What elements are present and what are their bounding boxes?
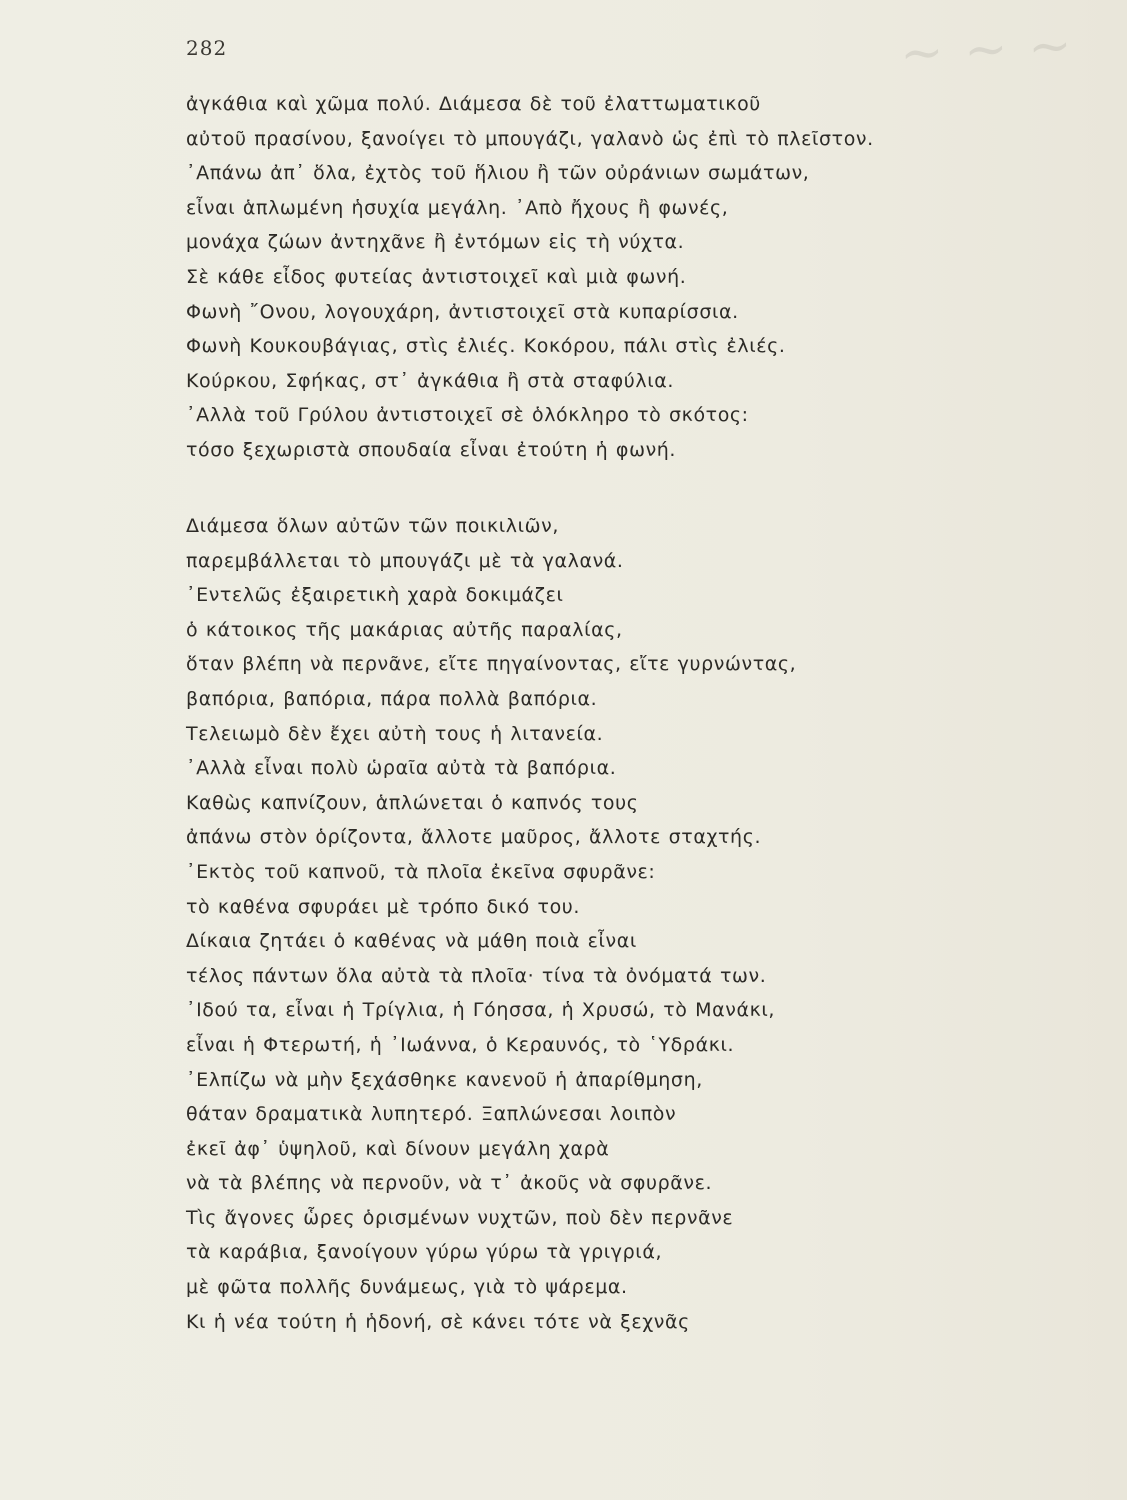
poem-line: ᾿Αλλὰ εἶναι πολὺ ὡραῖα αὐτὰ τὰ βαπόρια.: [186, 757, 617, 780]
poem-line: Φωνὴ Κουκουβάγιας, στὶς ἐλιές. Κοκόρου, πάλι στὶς ἐλιές.: [186, 335, 786, 358]
poem-line: Κι ἡ νέα τούτη ἡ ἡδονή, σὲ κάνει τότε νὰ ξεχνᾶς: [186, 1310, 690, 1333]
poem-line: Καθὼς καπνίζουν, ἁπλώνεται ὁ καπνός τους: [186, 791, 639, 814]
poem-line: ᾿Απάνω ἀπ᾿ ὅλα, ἐχτὸς τοῦ ἥλιου ἢ τῶν οὐράνιων σωμάτων,: [186, 162, 810, 185]
poem-line: τὸ καθένα σφυράει μὲ τρόπο δικό του.: [186, 895, 581, 918]
poem-line: εἶναι ἁπλωμένη ἡσυχία μεγάλη. ᾿Απὸ ἤχους ἢ φωνές,: [186, 196, 729, 219]
poem-line: τὰ καράβια, ξανοίγουν γύρω γύρω τὰ γριγριά,: [186, 1241, 663, 1264]
poem-line: ᾿Εκτὸς τοῦ καπνοῦ, τὰ πλοῖα ἐκεῖνα σφυρᾶνε:: [186, 860, 656, 883]
poem-line: εἶναι ἡ Φτερωτή, ἡ ᾿Ιωάννα, ὁ Κεραυνός, τὸ ῾Υδράκι.: [186, 1033, 735, 1056]
page-number: 282: [186, 36, 228, 60]
poem-line: ᾿Ελπίζω νὰ μὴν ξεχάσθηκε κανενοῦ ἡ ἀπαρίθμηση,: [186, 1068, 703, 1091]
poem-line: παρεμβάλλεται τὸ μπουγάζι μὲ τὰ γαλανά.: [186, 549, 624, 572]
poem-line: τέλος πάντων ὅλα αὐτὰ τὰ πλοῖα· τίνα τὰ ὀνόματά των.: [186, 964, 767, 987]
poem-line: Διάμεσα ὅλων αὐτῶν τῶν ποικιλιῶν,: [186, 515, 560, 537]
poem-line: αὐτοῦ πρασίνου, ξανοίγει τὸ μπουγάζι, γαλανὸ ὡς ἐπὶ τὸ πλεῖστον.: [186, 127, 874, 150]
poem-line: βαπόρια, βαπόρια, πάρα πολλὰ βαπόρια.: [186, 687, 598, 710]
poem-line: Σὲ κάθε εἶδος φυτείας ἀντιστοιχεῖ καὶ μιὰ φωνή.: [186, 265, 687, 288]
poem-line: ἀγκάθια καὶ χῶμα πολύ. Διάμεσα δὲ τοῦ ἐλαττωματικοῦ: [186, 93, 761, 115]
poem-line: ὁ κάτοικος τῆς μακάριας αὐτῆς παραλίας,: [186, 618, 623, 641]
poem-line: ᾿Εντελῶς ἐξαιρετικὴ χαρὰ δοκιμάζει: [186, 584, 564, 607]
poem-line: Δίκαια ζητάει ὁ καθένας νὰ μάθη ποιὰ εἶναι: [186, 930, 637, 953]
poem-line: νὰ τὰ βλέπης νὰ περνοῦν, νὰ τ᾿ ἀκοῦς νὰ σφυρᾶνε.: [186, 1172, 713, 1195]
poem-line: ᾿Ιδού τα, εἶναι ἡ Τρίγλια, ἡ Γόησσα, ἡ Χρυσώ, τὸ Μανάκι,: [186, 999, 776, 1022]
poem-line: ἐκεῖ ἀφ᾿ ὑψηλοῦ, καὶ δίνουν μεγάλη χαρὰ: [186, 1137, 610, 1160]
reverse-page-show-through: ~ ~ ~: [898, 15, 1076, 85]
poem-stanza-2: [186, 509, 796, 1339]
poem-line: ἀπάνω στὸν ὁρίζοντα, ἄλλοτε μαῦρος, ἄλλοτε σταχτής.: [186, 826, 762, 849]
poem-line: Φωνὴ ῎Ονου, λογουχάρη, ἀντιστοιχεῖ στὰ κυπαρίσσια.: [186, 300, 739, 323]
poem-line: τόσο ξεχωριστὰ σπουδαία εἶναι ἐτούτη ἡ φωνή.: [186, 438, 677, 461]
poem-line: Τὶς ἄγονες ὧρες ὁρισμένων νυχτῶν, ποὺ δὲν περνᾶνε: [186, 1206, 734, 1229]
poem-line: μονάχα ζώων ἀντηχᾶνε ἢ ἐντόμων εἰς τὴ νύχτα.: [186, 231, 685, 254]
poem-line: ὅταν βλέπη νὰ περνᾶνε, εἴτε πηγαίνοντας, εἴτε γυρνώντας,: [186, 653, 797, 676]
poem-line: θάταν δραματικὰ λυπητερό. Ξαπλώνεσαι λοιπὸν: [186, 1103, 677, 1126]
poem-line: ᾿Αλλὰ τοῦ Γρύλου ἀντιστοιχεῖ σὲ ὁλόκληρο τὸ σκότος:: [186, 404, 749, 427]
poem-line: μὲ φῶτα πολλῆς δυνάμεως, γιὰ τὸ ψάρεμα.: [186, 1276, 628, 1299]
poem-line: Κούρκου, Σφήκας, στ᾿ ἀγκάθια ἢ στὰ σταφύλια.: [186, 369, 674, 392]
poem-line: Τελειωμὸ δὲν ἔχει αὐτὴ τους ἡ λιτανεία.: [186, 722, 604, 745]
poem-stanza-1: [186, 87, 874, 468]
